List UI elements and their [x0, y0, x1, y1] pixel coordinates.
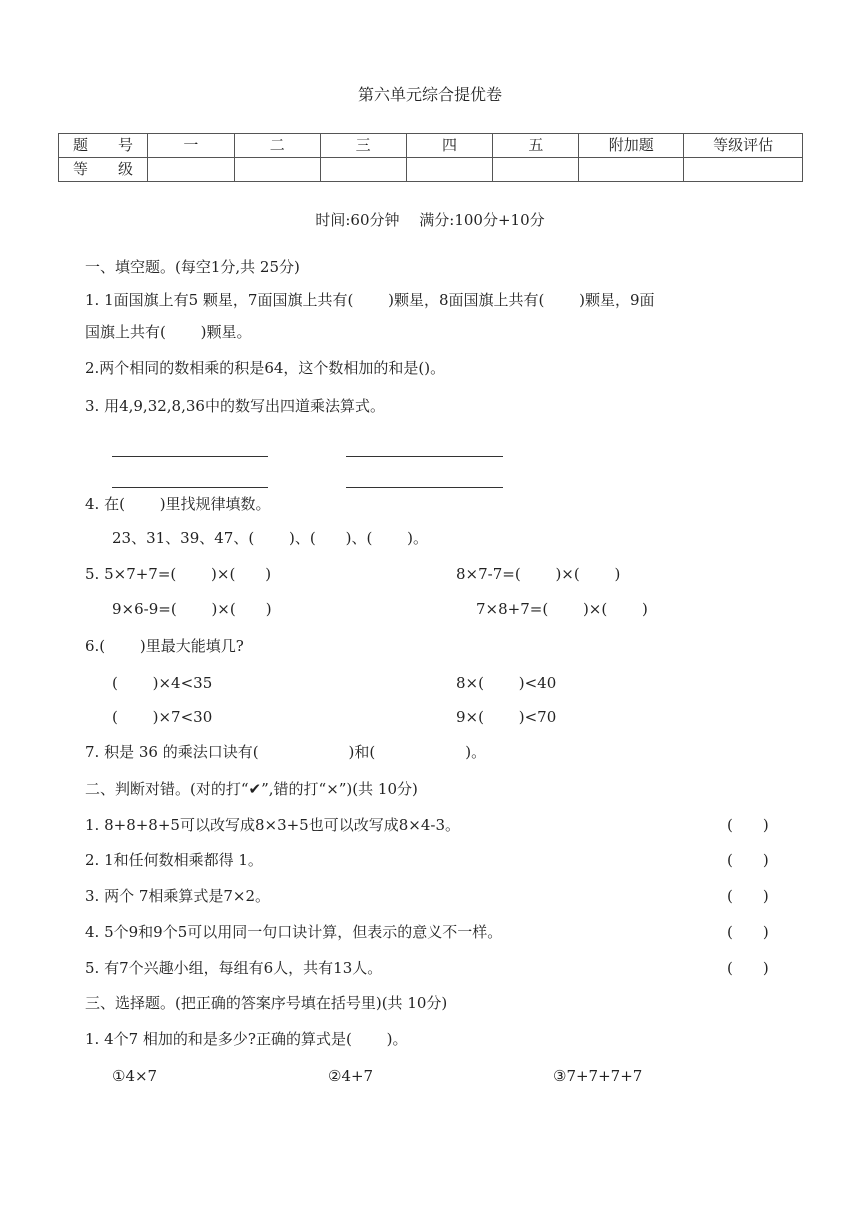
header-cell: 等级评估	[684, 134, 803, 158]
q5-a: 5. 5×7+7=( )×( )	[85, 565, 272, 583]
judge-item: 3. 两个 7相乘算式是7×2。	[85, 887, 271, 905]
q5-c: 9×6-9=( )×( )	[112, 600, 272, 618]
answer-line[interactable]	[346, 456, 503, 457]
header-cell: 四	[406, 134, 493, 158]
q4-sequence: 23、31、39、47、( )、( )、( )。	[112, 529, 428, 547]
answer-line[interactable]	[112, 487, 268, 488]
q5-d: 7×8+7=( )×( )	[476, 600, 648, 618]
grade-cell[interactable]	[684, 158, 803, 182]
score-table-header	[59, 134, 803, 158]
header-cell: 题 号	[59, 134, 148, 158]
header-cell: 三	[320, 134, 406, 158]
grade-cell[interactable]	[406, 158, 493, 182]
exam-meta: 时间:60分钟 满分:100分+10分	[315, 211, 545, 229]
header-cell: 五	[493, 134, 579, 158]
judge-item: 4. 5个9和9个5可以用同一句口诀计算，但表示的意义不一样。	[85, 923, 503, 941]
grade-cell[interactable]	[320, 158, 406, 182]
score-table-grade-row	[59, 158, 803, 182]
header-cell: 二	[234, 134, 320, 158]
q4: 4. 在( )里找规律填数。	[85, 495, 271, 513]
judge-bracket[interactable]: ( )	[727, 851, 769, 869]
q6-c: ( )×7<30	[112, 708, 213, 726]
q5-b: 8×7-7=( )×( )	[456, 565, 621, 583]
grade-cell[interactable]	[147, 158, 234, 182]
page-title: 第六单元综合提优卷	[357, 85, 502, 104]
q1-line2: 国旗上共有( )颗星。	[85, 323, 252, 341]
q6-a: ( )×4<35	[112, 674, 213, 692]
judge-item: 2. 1和任何数相乘都得 1。	[85, 851, 263, 869]
judge-item: 1. 8+8+8+5可以改写成8×3+5也可以改写成8×4-3。	[85, 816, 460, 834]
q6-b: 8×( )<40	[456, 674, 557, 692]
q2: 2.两个相同的数相乘的积是64，这个数相加的和是()。	[85, 359, 446, 377]
header-cell: 附加题	[579, 134, 684, 158]
header-cell: 一	[147, 134, 234, 158]
grade-cell[interactable]	[579, 158, 684, 182]
judge-bracket[interactable]: ( )	[727, 923, 769, 941]
choice-option[interactable]: ②4+7	[328, 1067, 374, 1085]
q1-line1: 1. 1面国旗上有5 颗星，7面国旗上共有( )颗星，8面国旗上共有( )颗星，9面	[85, 291, 655, 309]
choice-question: 1. 4个7 相加的和是多少?正确的算式是( )。	[85, 1030, 408, 1048]
q3: 3. 用4,9,32,8,36中的数写出四道乘法算式。	[85, 397, 385, 415]
section3-heading: 三、选择题。(把正确的答案序号填在括号里)(共 10分)	[85, 994, 448, 1012]
grade-cell[interactable]	[493, 158, 579, 182]
grade-cell[interactable]	[234, 158, 320, 182]
q7: 7. 积是 36 的乘法口诀有( )和( )。	[85, 743, 487, 761]
judge-bracket[interactable]: ( )	[727, 887, 769, 905]
q6: 6.( )里最大能填几?	[85, 637, 244, 655]
section2-heading: 二、判断对错。(对的打“✔”,错的打“×”)(共 10分)	[85, 780, 418, 798]
section1-heading: 一、填空题。(每空1分,共 25分)	[85, 258, 300, 276]
choice-option[interactable]: ③7+7+7+7	[553, 1067, 643, 1085]
answer-line[interactable]	[112, 456, 268, 457]
choice-option[interactable]: ①4×7	[112, 1067, 158, 1085]
q6-d: 9×( )<70	[456, 708, 557, 726]
judge-bracket[interactable]: ( )	[727, 816, 769, 834]
grade-label: 等 级	[59, 158, 148, 182]
judge-item: 5. 有7个兴趣小组，每组有6人，共有13人。	[85, 959, 383, 977]
judge-bracket[interactable]: ( )	[727, 959, 769, 977]
score-table	[58, 133, 803, 182]
answer-line[interactable]	[346, 487, 503, 488]
